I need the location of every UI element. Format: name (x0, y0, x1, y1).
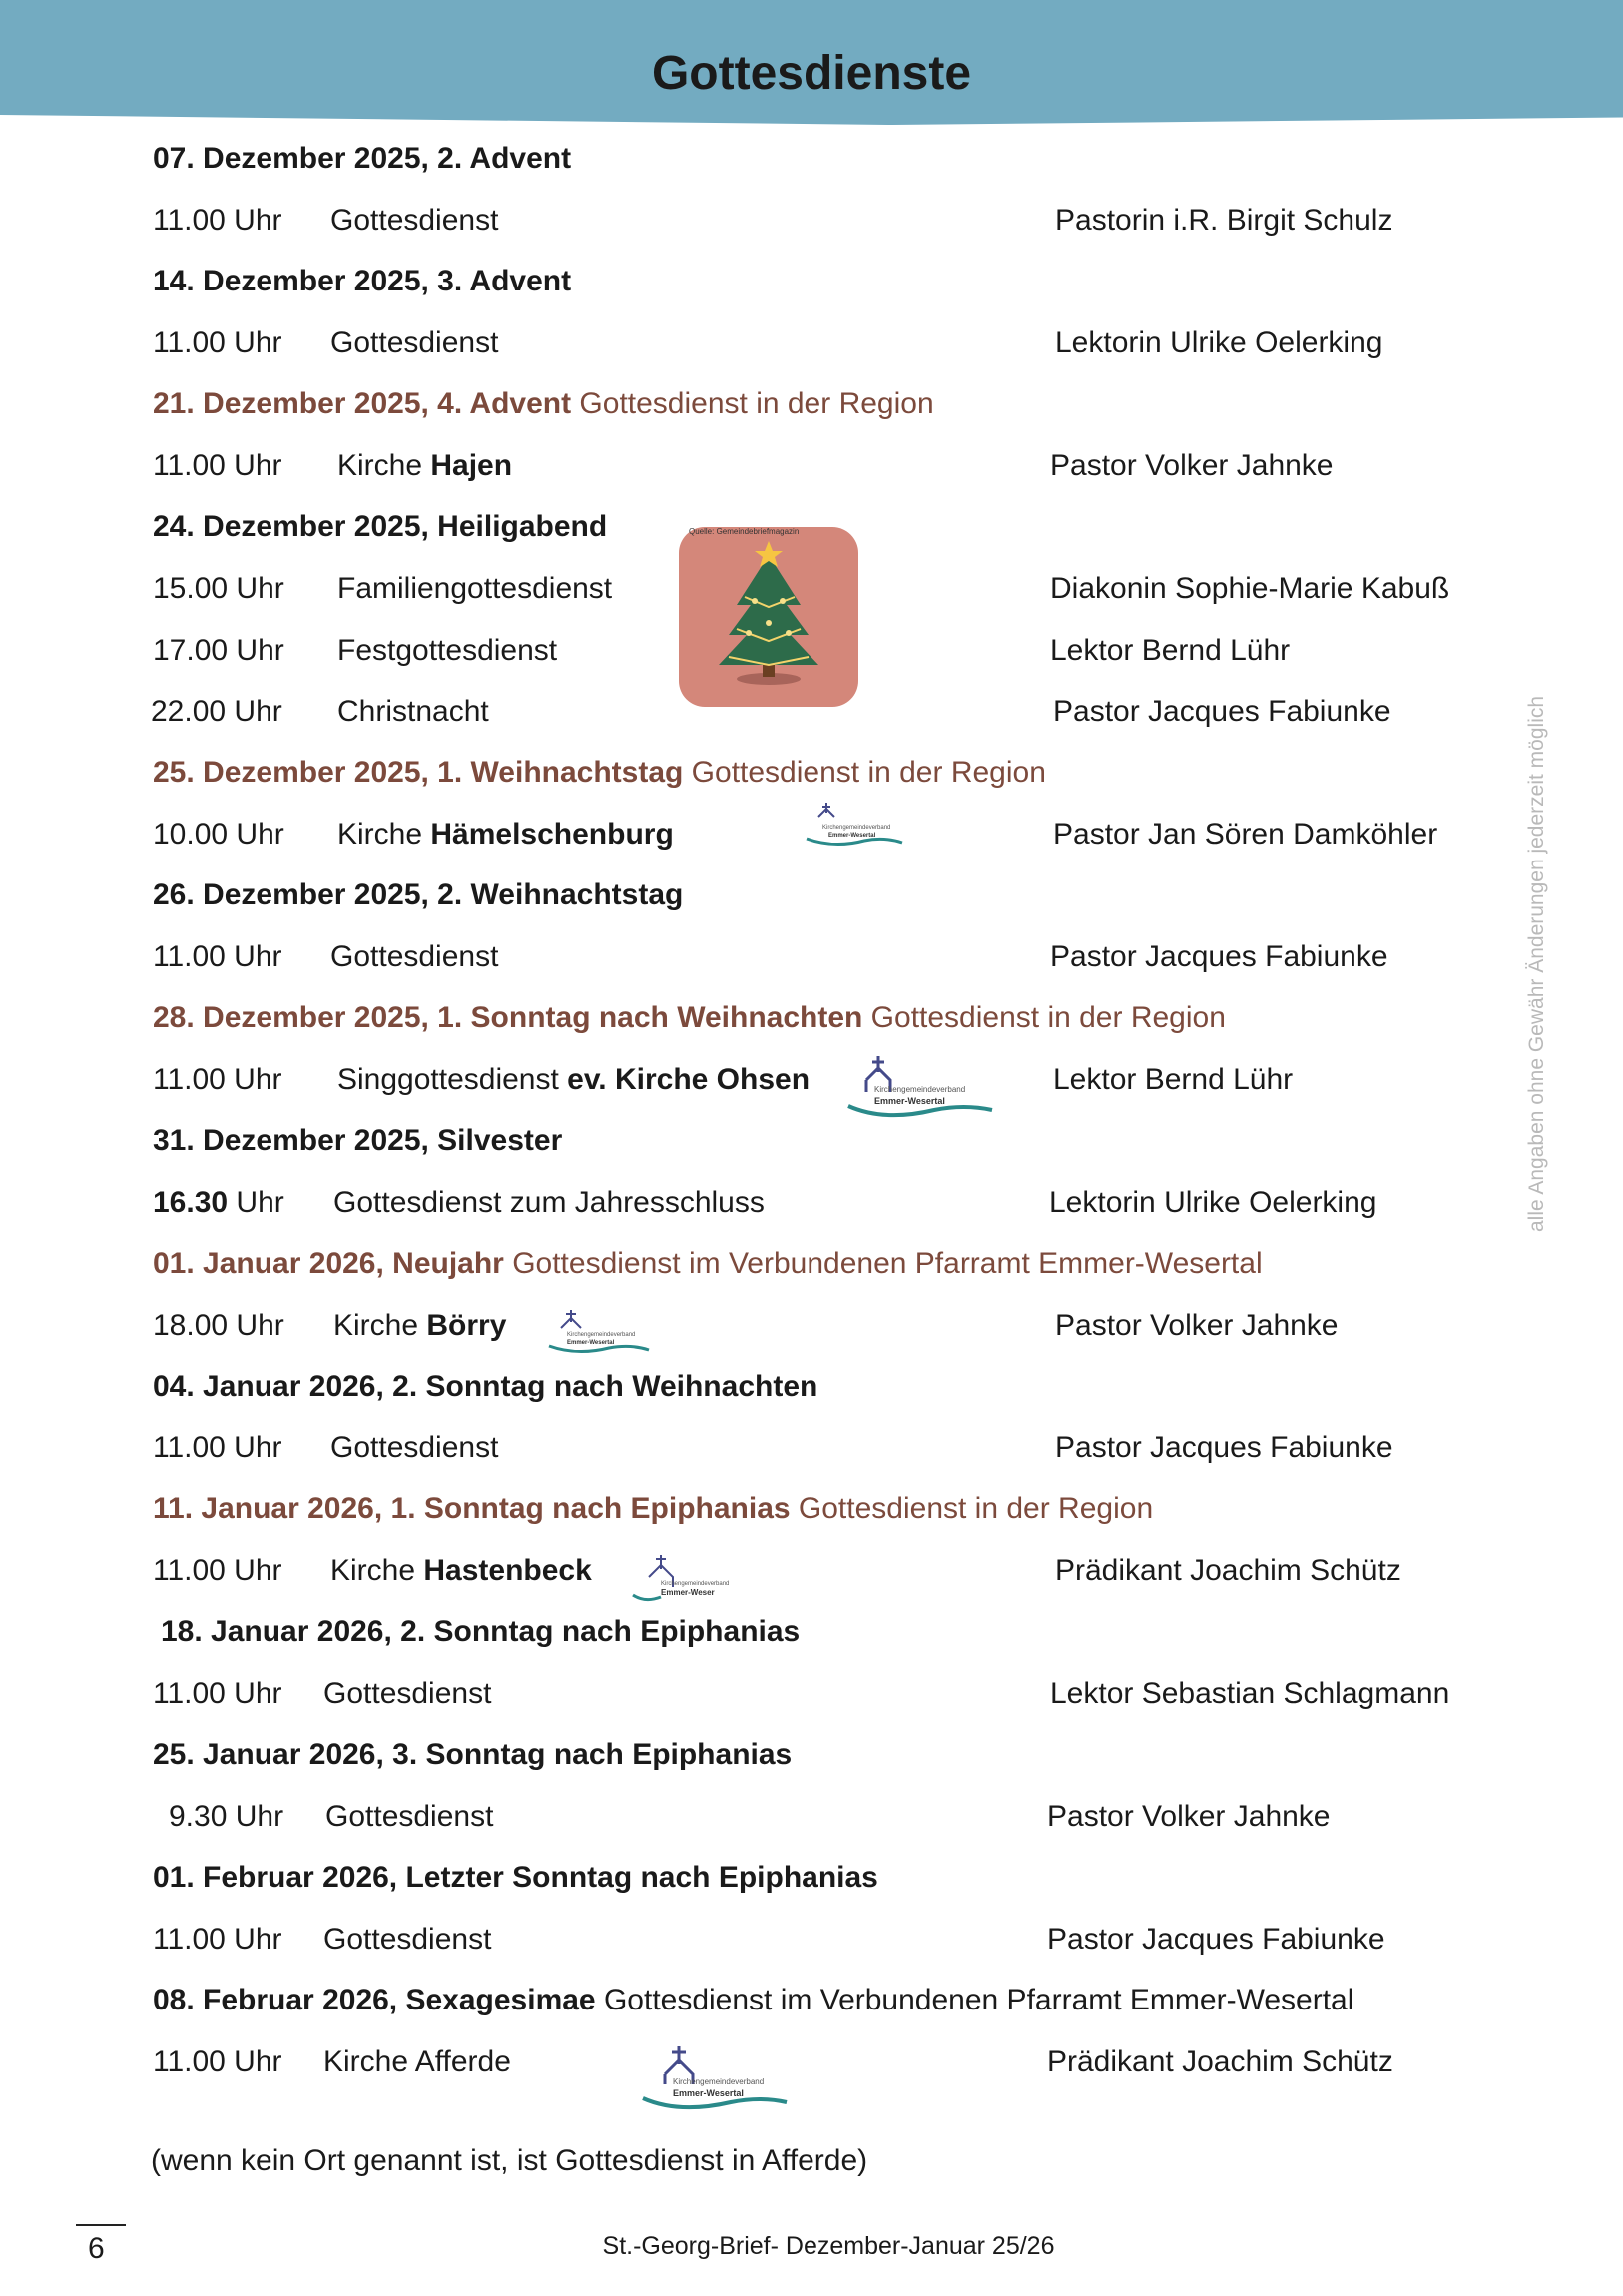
service-time: 11.00 Uhr (153, 1923, 282, 1956)
service-time: 18.00 Uhr (153, 1309, 284, 1342)
service-description: Gottesdienst (323, 1923, 492, 1956)
disclaimer-note: alle Angaben ohne Gewähr Änderungen jederzeit möglich (1525, 695, 1548, 1232)
service-person: Pastor Jan Sören Damköhler (1053, 818, 1438, 851)
logo-title: Emmer-Wesertal (567, 1340, 615, 1346)
day-heading: 25. Januar 2026, 3. Sonntag nach Epiphanias (153, 1738, 793, 1771)
day-heading: 31. Dezember 2025, Silvester (153, 1124, 563, 1157)
service-description: Kirche Hämelschenburg (337, 818, 674, 851)
logo-subtitle: Kirchengemeindeverband (661, 1581, 730, 1587)
service-person: Pastor Jacques Fabiunke (1055, 1432, 1393, 1464)
service-person: Pastor Volker Jahnke (1055, 1309, 1339, 1342)
page-number-rule (76, 2224, 126, 2226)
logo-title: Emmer-Weser (661, 1588, 715, 1597)
service-time: 11.00 Uhr (153, 1554, 282, 1587)
service-time: 11.00 Uhr (153, 1063, 282, 1096)
church-logo (547, 1302, 651, 1356)
logo-subtitle: Kirchengemeindeverband (673, 2077, 765, 2086)
service-description: Kirche Hastenbeck (330, 1554, 592, 1587)
service-time: 11.00 Uhr (153, 1677, 282, 1710)
service-person: Lektor Bernd Lühr (1053, 1063, 1294, 1096)
service-time: 11.00 Uhr (153, 449, 282, 482)
day-heading-region: 11. Januar 2026, 1. Sonntag nach Epiphanias Gottesdienst in der Region (153, 1492, 1154, 1525)
service-description: Gottesdienst (330, 1432, 499, 1464)
day-heading-region: 25. Dezember 2025, 1. Weihnachtstag Gottesdienst in der Region (153, 756, 1046, 789)
church-logo (805, 795, 904, 849)
service-description: Gottesdienst (325, 1800, 494, 1833)
service-person: Pastor Jacques Fabiunke (1053, 695, 1391, 728)
service-time: 16.30 Uhr (153, 1186, 284, 1219)
service-time: 11.00 Uhr (153, 2045, 282, 2078)
day-heading: 08. Februar 2026, Sexagesimae Gottesdienst im Verbundenen Pfarramt Emmer-Wesertal (153, 1984, 1354, 2016)
church-logo (844, 1046, 994, 1120)
service-person: Pastor Volker Jahnke (1050, 449, 1334, 482)
logo-title: Emmer-Wesertal (828, 833, 876, 839)
service-description: Gottesdienst (330, 204, 499, 237)
service-description: Kirche Börry (333, 1309, 507, 1342)
service-person: Lektorin Ulrike Oelerking (1055, 326, 1383, 359)
service-description: Kirche Afferde (323, 2045, 511, 2078)
service-description: Gottesdienst (330, 940, 499, 973)
day-heading-region: 01. Januar 2026, Neujahr Gottesdienst im Verbundenen Pfarramt Emmer-Wesertal (153, 1247, 1263, 1280)
logo-title: Emmer-Wesertal (673, 2088, 744, 2098)
location-note: (wenn kein Ort genannt ist, ist Gottesdienst in Afferde) (151, 2144, 868, 2177)
logo-subtitle: Kirchengemeindeverband (874, 1085, 966, 1094)
church-logo (631, 1547, 741, 1603)
day-heading: 04. Januar 2026, 2. Sonntag nach Weihnachten (153, 1370, 818, 1403)
service-person: Prädikant Joachim Schütz (1047, 2045, 1393, 2078)
logo-subtitle: Kirchengemeindeverband (567, 1332, 636, 1338)
service-description: Gottesdienst (330, 326, 499, 359)
service-description: Familiengottesdienst (337, 572, 613, 605)
service-time: 17.00 Uhr (153, 634, 284, 667)
service-time: 11.00 Uhr (153, 204, 282, 237)
service-time: 11.00 Uhr (153, 940, 282, 973)
service-description: Kirche Hajen (337, 449, 513, 482)
day-heading: 07. Dezember 2025, 2. Advent (153, 142, 572, 175)
christmas-tree-image (679, 527, 858, 707)
service-time: 15.00 Uhr (153, 572, 284, 605)
service-description: Gottesdienst (323, 1677, 492, 1710)
service-time: 9.30 Uhr (169, 1800, 284, 1833)
service-person: Pastor Jacques Fabiunke (1047, 1923, 1385, 1956)
day-heading: 26. Dezember 2025, 2. Weihnachtstag (153, 878, 684, 911)
logo-subtitle: Kirchengemeindeverband (822, 825, 891, 831)
day-heading-region: 21. Dezember 2025, 4. Advent Gottesdienst in der Region (153, 387, 934, 420)
service-person: Diakonin Sophie-Marie Kabuß (1050, 572, 1450, 605)
service-person: Prädikant Joachim Schütz (1055, 1554, 1401, 1587)
service-person: Lektor Bernd Lühr (1050, 634, 1291, 667)
day-heading: 24. Dezember 2025, Heiligabend (153, 510, 608, 543)
day-heading: 14. Dezember 2025, 3. Advent (153, 265, 572, 297)
service-person: Pastor Jacques Fabiunke (1050, 940, 1388, 973)
day-heading: 01. Februar 2026, Letzter Sonntag nach Epiphanias (153, 1861, 878, 1894)
service-person: Pastorin i.R. Birgit Schulz (1055, 204, 1393, 237)
page-title: Gottesdienste (651, 47, 972, 100)
footer-title: St.-Georg-Brief- Dezember-Januar 25/26 (602, 2232, 1055, 2260)
service-time: 11.00 Uhr (153, 1432, 282, 1464)
service-person: Lektorin Ulrike Oelerking (1049, 1186, 1377, 1219)
service-person: Pastor Volker Jahnke (1047, 1800, 1331, 1833)
image-source-caption: Quelle: Gemeindebriefmagazin (689, 527, 800, 536)
service-person: Lektor Sebastian Schlagmann (1050, 1677, 1450, 1710)
service-time: 22.00 Uhr (151, 695, 282, 728)
service-description: Singgottesdienst ev. Kirche Ohsen (337, 1063, 811, 1096)
service-description: Festgottesdienst (337, 634, 558, 667)
service-time: 11.00 Uhr (153, 326, 282, 359)
day-heading: 18. Januar 2026, 2. Sonntag nach Epiphanias (161, 1615, 801, 1648)
page-number: 6 (88, 2232, 105, 2265)
service-description: Gottesdienst zum Jahresschluss (333, 1186, 765, 1219)
service-description: Christnacht (337, 695, 489, 728)
logo-title: Emmer-Wesertal (874, 1096, 945, 1106)
church-logo (639, 2036, 789, 2112)
day-heading-region: 28. Dezember 2025, 1. Sonntag nach Weihnachten Gottesdienst in der Region (153, 1001, 1226, 1034)
service-time: 10.00 Uhr (153, 818, 284, 851)
